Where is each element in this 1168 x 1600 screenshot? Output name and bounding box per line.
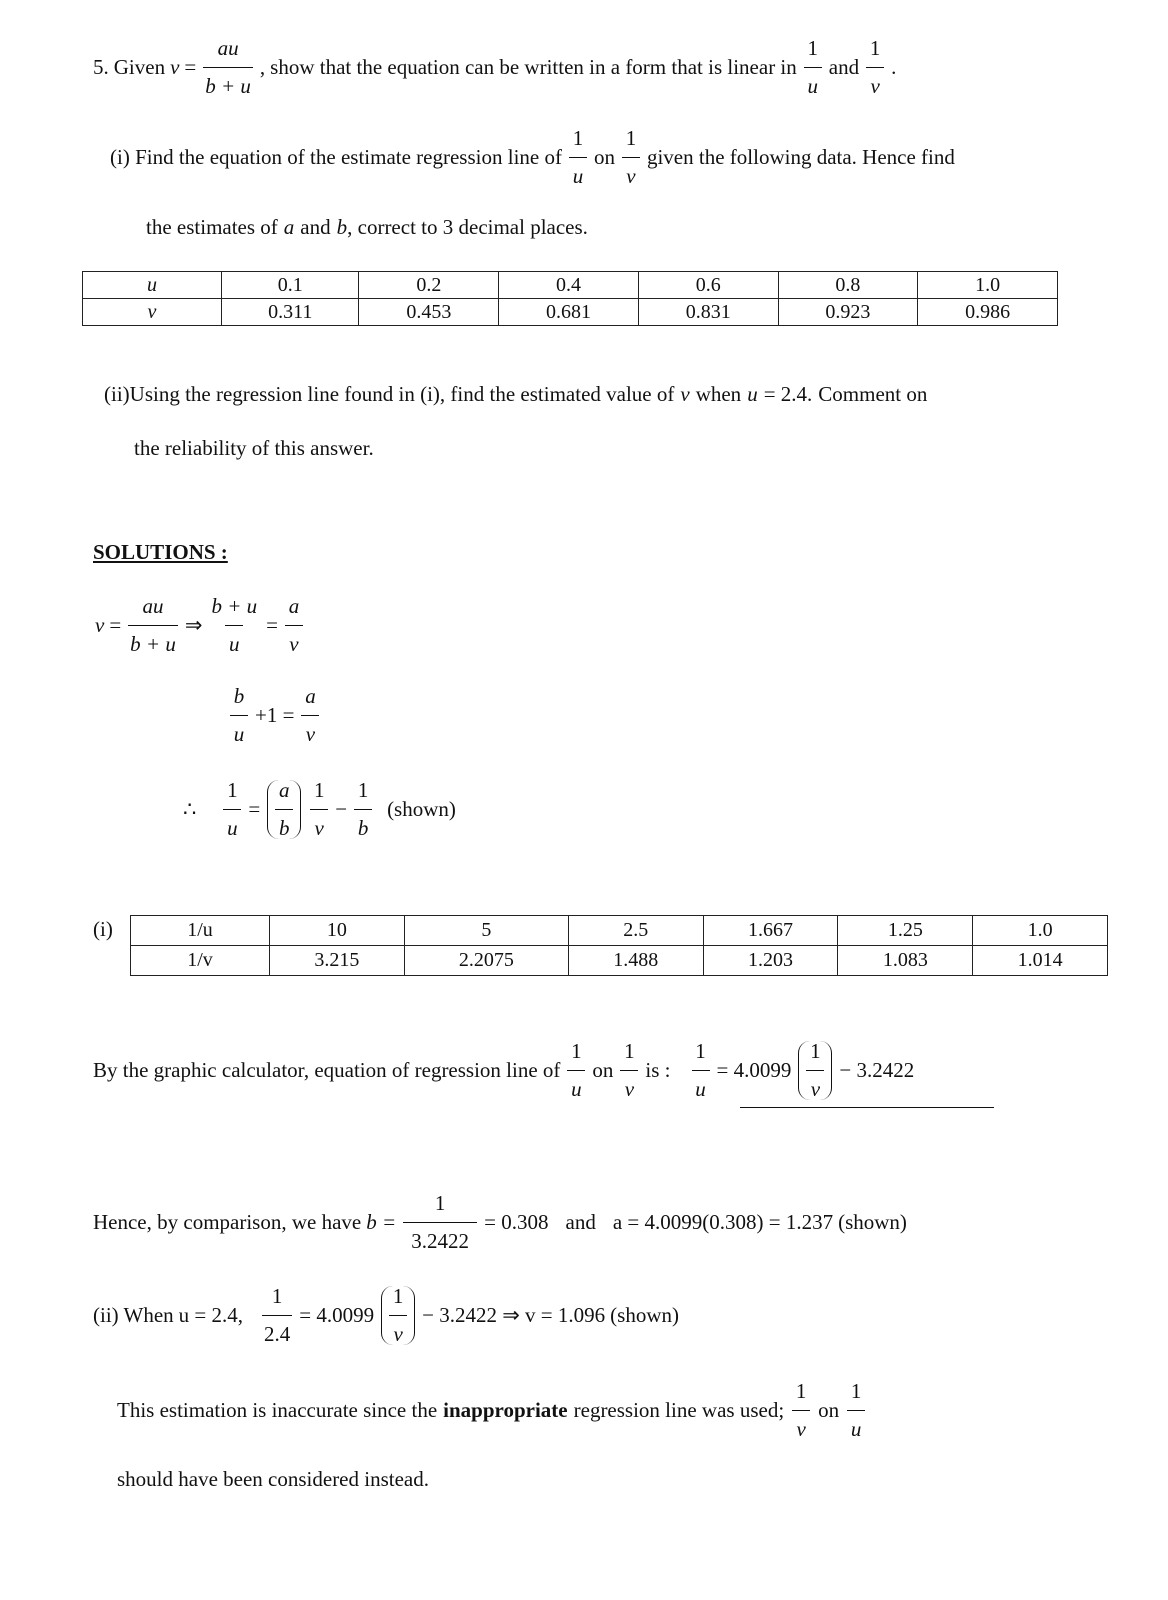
- answer-underline: [740, 1107, 994, 1108]
- text: (ii) When: [93, 1303, 174, 1327]
- numerator: 1: [795, 1379, 807, 1403]
- fraction-a-over-v: [285, 596, 303, 655]
- part-ii-statement-line2: [134, 436, 374, 461]
- denominator: v: [866, 67, 884, 97]
- text: on: [818, 1398, 840, 1422]
- table-cell: 0.453: [359, 299, 499, 326]
- implies-symbol: ⇒: [184, 613, 203, 637]
- table-row-v: [83, 299, 1058, 326]
- fraction-1-over-2.4: [262, 1286, 292, 1345]
- emphasis-text: inappropriate: [443, 1398, 568, 1422]
- numerator: a: [278, 778, 290, 802]
- table-cell: 1.667: [703, 916, 838, 946]
- var-v: v: [95, 613, 105, 637]
- table-cell: 3.215: [270, 946, 405, 976]
- derivation-step-3: [183, 780, 456, 839]
- denominator: v: [620, 1070, 638, 1100]
- denominator: u: [230, 715, 248, 745]
- part-i-label: (i): [93, 917, 113, 941]
- table-cell: 1.014: [973, 946, 1108, 976]
- table-cell: 0.923: [778, 299, 918, 326]
- table-cell: 2.2075: [404, 946, 568, 976]
- numerator: a: [305, 684, 316, 708]
- denominator: u: [804, 67, 822, 97]
- row-header: v: [83, 299, 222, 326]
- regression-line-statement: [93, 1041, 914, 1100]
- text: when: [695, 382, 742, 406]
- period: .: [891, 55, 897, 79]
- denominator: u: [847, 1410, 865, 1440]
- text: Comment on: [818, 382, 928, 406]
- table-cell: 0.6: [638, 272, 778, 299]
- table-cell: 1.0: [973, 916, 1108, 946]
- fraction-1-over-b: [354, 780, 372, 839]
- denominator: v: [301, 715, 319, 745]
- text: This estimation is inaccurate since the: [117, 1398, 438, 1422]
- question-statement: [93, 38, 896, 97]
- table-row-u: [83, 272, 1058, 299]
- shown-label: (shown): [838, 1210, 907, 1234]
- table-cell: 0.1: [222, 272, 359, 299]
- numerator: b: [233, 684, 245, 708]
- denominator: v: [285, 625, 303, 655]
- fraction-1-over-v: [310, 780, 328, 839]
- var-v: v: [170, 55, 180, 79]
- fraction-1-over-3.2422: [403, 1193, 477, 1252]
- denominator: b + u: [128, 625, 178, 655]
- denominator: u: [692, 1070, 710, 1100]
- numerator: 1: [807, 36, 819, 60]
- denominator: 2.4: [262, 1315, 292, 1345]
- text: given the following data. Hence find: [646, 145, 955, 169]
- table-cell: 0.831: [638, 299, 778, 326]
- fraction-b-plus-u-over-u: [209, 596, 259, 655]
- reliability-comment: [117, 1381, 867, 1440]
- numerator: b + u: [211, 594, 258, 618]
- text: and: [300, 215, 331, 239]
- numerator: 1: [271, 1284, 283, 1308]
- fraction-1-over-u: [567, 1041, 585, 1100]
- var-a: a: [283, 215, 295, 239]
- shown-label: (shown): [387, 797, 456, 821]
- table-cell: 1.25: [838, 916, 973, 946]
- numerator: 1: [869, 36, 881, 60]
- slope: = 4.0099: [716, 1058, 792, 1082]
- fraction-a-over-b: [275, 780, 293, 839]
- numerator: 1: [227, 778, 238, 802]
- table-cell: 2.5: [568, 916, 703, 946]
- fraction-1-over-v: [620, 1041, 638, 1100]
- numerator: 1: [810, 1039, 821, 1063]
- denominator: u: [225, 625, 243, 655]
- fraction-1-over-v: [866, 38, 884, 97]
- question-number: 5.: [93, 55, 109, 79]
- numerator: 1: [695, 1039, 706, 1063]
- equals: =: [266, 613, 278, 637]
- shown-label: (shown): [610, 1303, 679, 1327]
- text: is :: [645, 1058, 671, 1082]
- fraction-1-over-u: [692, 1041, 710, 1100]
- part-i-statement: [110, 128, 955, 187]
- numerator: 1: [850, 1379, 862, 1403]
- part-ii-solution: [93, 1286, 679, 1345]
- table-cell: 1.203: [703, 946, 838, 976]
- parenthesis-group: [798, 1041, 832, 1100]
- table-row-inv-v: [131, 946, 1108, 976]
- text: Hence, by comparison, we have: [93, 1210, 362, 1234]
- numerator: au: [217, 36, 239, 60]
- text: Given: [113, 55, 166, 79]
- text: and: [828, 55, 860, 79]
- equals: =: [184, 55, 197, 79]
- numerator: 1: [625, 126, 637, 150]
- numerator: au: [142, 594, 164, 618]
- denominator: b: [354, 809, 372, 839]
- var-b: b: [336, 215, 348, 239]
- row-header: u: [83, 272, 222, 299]
- fraction-1-over-v: [806, 1041, 824, 1100]
- derivation-step-2: [228, 686, 321, 745]
- equals: =: [109, 613, 122, 637]
- numerator: 1: [357, 778, 369, 802]
- numerator: 1: [624, 1039, 635, 1063]
- table-cell: 1.083: [838, 946, 973, 976]
- part-i-statement-line2: [146, 215, 588, 240]
- denominator: v: [622, 157, 640, 187]
- text: and: [565, 1210, 596, 1234]
- table-cell: 0.4: [499, 272, 639, 299]
- text: u = 2.4,: [178, 1303, 244, 1327]
- data-table: [82, 271, 1058, 326]
- var-v: v: [680, 382, 690, 406]
- reliability-comment-line2: should have been considered instead.: [117, 1467, 429, 1491]
- table-cell: 1.488: [568, 946, 703, 976]
- intercept: − 3.2422: [839, 1058, 915, 1082]
- part-ii-statement: [104, 382, 927, 407]
- numerator: 1: [571, 1039, 582, 1063]
- equals: =: [248, 797, 261, 821]
- fraction-a-over-v: [301, 686, 319, 745]
- var-u: u: [747, 382, 758, 406]
- table-row-inv-u: [131, 916, 1108, 946]
- table-cell: 0.311: [222, 299, 359, 326]
- denominator: u: [569, 157, 587, 187]
- denominator: v: [310, 809, 328, 839]
- numerator: 1: [313, 778, 325, 802]
- table-cell: 1.0: [918, 272, 1058, 299]
- text: = 2.4.: [763, 382, 813, 406]
- derivation-step-1: [95, 596, 305, 655]
- row-header: 1/u: [131, 916, 270, 946]
- fraction-1-over-v: [389, 1286, 407, 1345]
- fraction-b-over-u: [230, 686, 248, 745]
- table-cell: 0.8: [778, 272, 918, 299]
- text: (ii)Using the regression line found in (i), find the estimated value of: [104, 382, 675, 406]
- text: +1 =: [255, 703, 295, 727]
- text: regression line was used;: [573, 1398, 785, 1422]
- result: − 3.2422 ⇒ v = 1.096: [422, 1303, 606, 1327]
- slope: = 4.0099: [299, 1303, 375, 1327]
- denominator: v: [806, 1070, 824, 1100]
- minus: −: [335, 797, 348, 821]
- fraction-1-over-u: [847, 1381, 865, 1440]
- text: b =: [366, 1210, 397, 1234]
- text: on: [593, 145, 615, 169]
- fraction-au-over-b-plus-u: [128, 596, 178, 655]
- table-cell: 10: [270, 916, 405, 946]
- denominator: v: [792, 1410, 810, 1440]
- text: show that the equation can be written in a form that is linear in: [270, 55, 797, 79]
- b-value: = 0.308: [484, 1210, 549, 1234]
- text: By the graphic calculator, equation of regression line of: [93, 1058, 561, 1082]
- fraction-1-over-u: [569, 128, 587, 187]
- table-cell: 0.681: [499, 299, 639, 326]
- text: on: [592, 1058, 614, 1082]
- denominator: b: [275, 809, 293, 839]
- text: the reliability of this answer.: [134, 436, 374, 460]
- fraction-1-over-u: [223, 780, 241, 839]
- comma: ,: [259, 55, 266, 79]
- reciprocal-table: [130, 915, 1108, 976]
- fraction-1-over-v: [792, 1381, 810, 1440]
- denominator: u: [567, 1070, 585, 1100]
- table-cell: 0.2: [359, 272, 499, 299]
- parenthesis-group: [267, 780, 301, 839]
- fraction-au-over-b-plus-u: [203, 38, 253, 97]
- table-cell: 0.986: [918, 299, 1058, 326]
- row-header: 1/v: [131, 946, 270, 976]
- text: , correct to 3 decimal places.: [347, 215, 588, 239]
- fraction-1-over-v: [622, 128, 640, 187]
- denominator: u: [223, 809, 241, 839]
- numerator: 1: [392, 1284, 404, 1308]
- numerator: 1: [572, 126, 584, 150]
- denominator: b + u: [203, 67, 253, 97]
- table-cell: 5: [404, 916, 568, 946]
- a-value: a = 4.0099(0.308) = 1.237: [612, 1210, 834, 1234]
- comparison-statement: [93, 1193, 907, 1252]
- parenthesis-group: [381, 1286, 415, 1345]
- numerator: a: [288, 594, 300, 618]
- denominator: v: [389, 1315, 407, 1345]
- text: (i) Find the equation of the estimate regression line of: [110, 145, 562, 169]
- therefore-symbol: ∴: [183, 797, 197, 821]
- numerator: 1: [434, 1191, 446, 1215]
- denominator: 3.2422: [403, 1222, 477, 1252]
- text: the estimates of: [146, 215, 278, 239]
- solutions-heading: SOLUTIONS :: [93, 540, 228, 564]
- fraction-1-over-u: [804, 38, 822, 97]
